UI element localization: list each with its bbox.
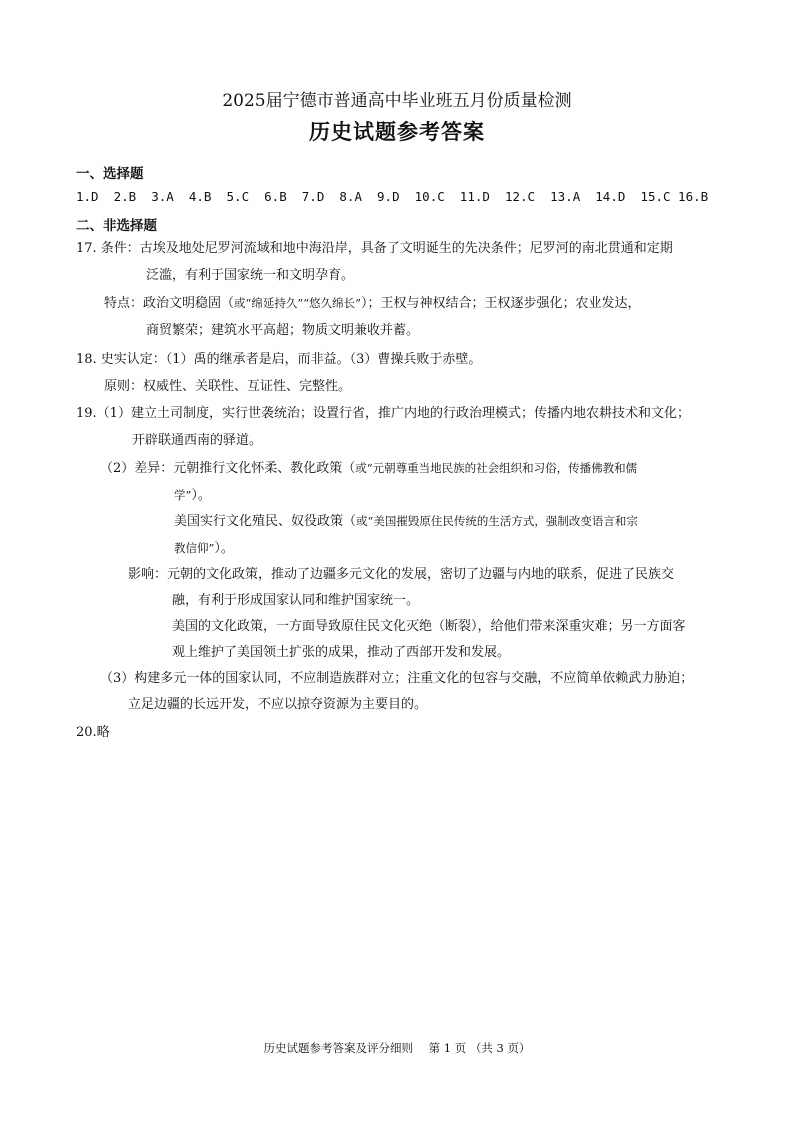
q17-line-3 xyxy=(104,292,641,311)
q17-line-2: 泛滥，有利于国家统一和文明孕育。 xyxy=(146,268,355,283)
q17-line-1: 17. 条件：古埃及地处尼罗河流域和地中海沿岸，具备了文明诞生的先决条件；尼罗河的南北贯通和定期 xyxy=(76,241,673,256)
document-subtitle: 历史试题参考答案 xyxy=(309,119,485,144)
q19-line-9: 美国的文化政策，一方面导致原住民文化灭绝（断裂），给他们带来深重灾难；另一方面客 xyxy=(172,619,686,634)
q19-line-3 xyxy=(100,457,637,476)
q19-line-4b: ）。 xyxy=(191,488,211,503)
q19-line-3a: （2）差异：元朝推行文化怀柔、教化政策（ xyxy=(100,461,356,476)
q17-line-3a: 特点：政治文明稳固（ xyxy=(104,296,235,311)
q19-line-1: 19.（1）建立土司制度，实行世袭统治；设置行省，推广内地的行政治理模式；传播内地农耕技术和文化； xyxy=(76,406,690,421)
q19-line-12: 立足边疆的长远开发，不应以掠夺资源为主要目的。 xyxy=(128,697,428,712)
page-footer xyxy=(0,1040,794,1056)
q19-line-5 xyxy=(174,510,638,529)
section-heading-multiple-choice: 一、选择题 xyxy=(76,166,144,182)
footer-doc-name: 历史试题参考答案及评分细则 xyxy=(263,1041,413,1055)
q19-line-11: （3）构建多元一体的国家认同，不应制造族群对立；注重文化的包容与交融，不应简单依赖武力胁迫； xyxy=(100,671,694,686)
q19-line-8: 融，有利于形成国家认同和维护国家统一。 xyxy=(172,593,420,608)
q19-line-7: 影响：元朝的文化政策，推动了边疆多元文化的发展，密切了边疆与内地的联系，促进了民族交 xyxy=(128,567,675,582)
q19-line-6 xyxy=(174,537,234,556)
q18-line-2: 原则：权威性、关联性、互证性、完整性。 xyxy=(104,379,352,394)
multiple-choice-answers: 1.D 2.B 3.A 4.B 5.C 6.B 7.D 8.A 9.D 10.C 11.D 12.C 13.A 14.D 15.C 16.B xyxy=(76,189,709,204)
q19-line-3b: 或“元朝尊重当地民族的社会组织和习俗，传播佛教和儒 xyxy=(355,461,638,475)
q20-line: 20.略 xyxy=(76,725,110,740)
document-title: 2025届宁德市普通高中毕业班五月份质量检测 xyxy=(222,91,572,111)
q17-line-4: 商贸繁荣；建筑水平高超；物质文明兼收并蓄。 xyxy=(146,323,420,338)
q19-line-5a: 美国实行文化殖民、奴役政策（ xyxy=(174,514,357,529)
section-heading-open-questions: 二、非选择题 xyxy=(76,218,157,234)
q19-line-4 xyxy=(174,484,211,503)
q19-line-5b: 或“美国摧毁原住民传统的生活方式，强制改变语言和宗 xyxy=(356,514,638,528)
q19-line-10: 观上维护了美国领土扩张的成果，推动了西部开发和发展。 xyxy=(172,645,511,660)
q19-line-6a: 教信仰” xyxy=(174,541,215,555)
q18-line-1: 18. 史实认定：（1）禹的继承者是启，而非益。（3）曹操兵败于赤壁。 xyxy=(76,352,482,367)
q19-line-6b: ）。 xyxy=(214,541,234,556)
q17-line-3c: ）；王权与神权结合；王权逐步强化；农业发达， xyxy=(361,296,641,311)
footer-page-number: 第 1 页 （共 3 页） xyxy=(428,1041,531,1055)
q17-line-3b: 或“绵延持久”“悠久绵长” xyxy=(234,296,362,310)
q19-line-4a: 学” xyxy=(174,488,192,502)
q19-line-2: 开辟联通西南的驿道。 xyxy=(132,433,263,448)
